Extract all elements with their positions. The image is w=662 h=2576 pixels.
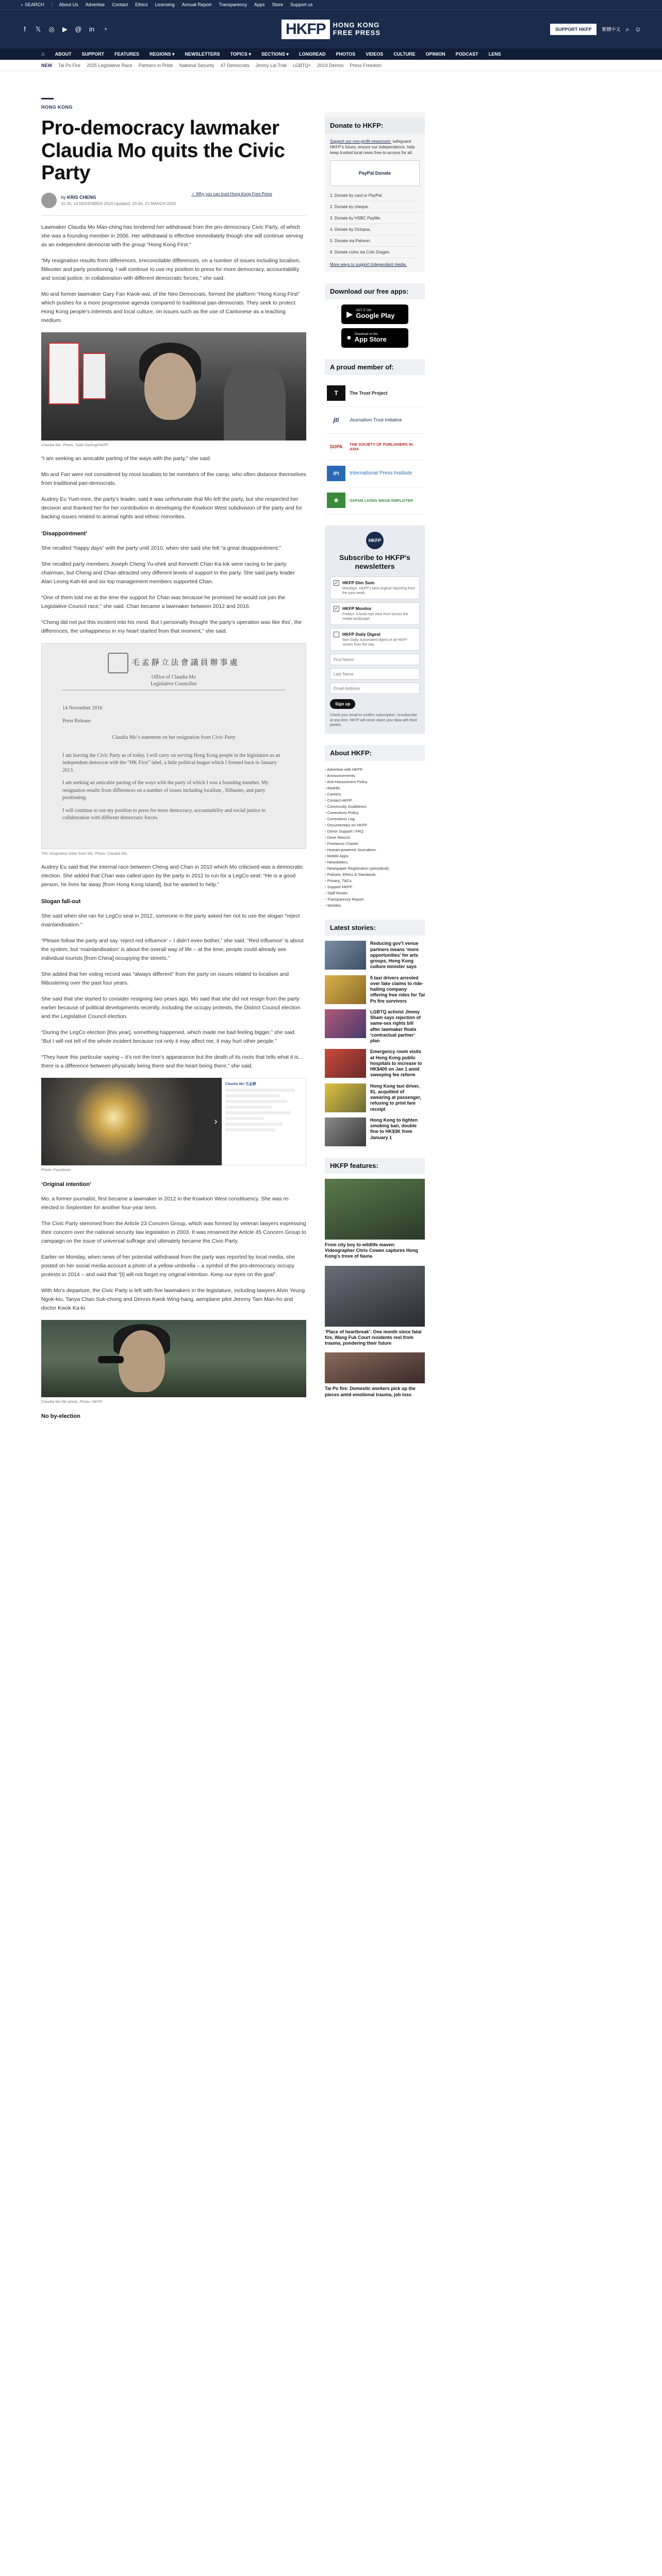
- about-link[interactable]: • Staff Roster.: [325, 890, 425, 896]
- latest-story[interactable]: 5 taxi drivers arrested over fake claims to ride-hailing company offering free rides for Tai Po fire survivors: [325, 975, 425, 1004]
- photo-face: [144, 353, 196, 420]
- paragraph: Mo and former lawmaker Gary Fan Kwok-wai, of the Neo Democrats, formed the platform “Hong Kong First” which pushes for a more progressive agenda compared to traditional pan-democrats. They seek to protect Hong Kong people’s interests and local culture, on issues such as the use of Cantonese as a teaching medium.: [41, 291, 300, 324]
- article-category[interactable]: HONG KONG: [41, 105, 73, 110]
- nav-item-photos[interactable]: PHOTOS: [336, 52, 356, 57]
- twitter-icon[interactable]: 𝕏: [35, 25, 41, 33]
- topbar-link-ethics[interactable]: Ethics: [135, 2, 148, 7]
- check-icon: ✓: [191, 192, 196, 197]
- linkedin-icon[interactable]: in: [89, 25, 95, 33]
- about-link[interactable]: • Awards.: [325, 785, 425, 791]
- divider: [41, 215, 306, 216]
- paragraph: “Please follow the party and say ‘reject red influence’ – I didn’t even bother,” she said. “Red influence’ is about the system, but ‘mainlandisation’ is about the overall way of life – at the time, people could already see individual tourists [from China] occupying the streets.”: [41, 938, 304, 962]
- rss-icon[interactable]: ◔: [103, 25, 107, 33]
- logo-mark: HKFP: [282, 20, 330, 39]
- latest-story[interactable]: Hong Kong taxi driver, 81, acquitted of swearing at passenger, refusing to print fare receipt: [325, 1083, 425, 1112]
- paragraph: She said that she started to consider resigning two years ago. Mo said that she did not resign from the party earlier because of political developments recently, including the occupy protests, the District Council election and the Legislative Council election.: [41, 996, 301, 1020]
- facebook-post-panel: [222, 1078, 306, 1165]
- nav-item-podcast[interactable]: PODCAST: [455, 52, 478, 57]
- paragraph: Audrey Eu said that the internal race between Cheng and Chan in 2010 which Mo criticised was a democratic election. She added that Chan was called upon by the party in 2012 to run for a LegCo seat: “He is a good person, he lives far away [from Hong Kong Island], but he wanted to help.”: [41, 864, 303, 888]
- paragraph: Lawmaker Claudia Mo Man-ching has tendered her withdrawal from the pro-democracy Civic Party, of which she was a founding member in 2006. Her withdrawal is effective immediately though she will continue serving as an independent democrat with the group “Hong Kong First.”: [41, 224, 303, 248]
- article-dates: 15:30, 14 NOVEMBER 2016 Updated: 20:44, 21 MARCH 2020: [61, 201, 176, 207]
- letter-date: 14 November 2016: [62, 705, 103, 711]
- claudia-mo-photo[interactable]: [41, 332, 306, 440]
- features-widget: [325, 1158, 425, 1398]
- article: [41, 71, 306, 1427]
- photo-person: [224, 363, 286, 440]
- trending-item[interactable]: 2025 Legislative Race: [87, 62, 133, 68]
- protest-sign: [82, 353, 106, 399]
- about-link[interactable]: • Mobile Apps.: [325, 853, 425, 859]
- language-switch[interactable]: 繁體中文: [602, 27, 621, 32]
- trending-item[interactable]: 2019 Demos: [317, 62, 344, 68]
- newsletter-note: Check your email to confirm subscription. Unsubscribe at any time. HKFP will never share your data with third parties.: [330, 714, 417, 727]
- about-link[interactable]: • Human-powered Journalism.: [325, 846, 425, 853]
- feature-story[interactable]: ‘Place of heartbreak’: One month since fatal fire, Wang Fuk Court residents reel from trauma, pondering their future: [325, 1266, 425, 1347]
- photo-caption: Photo: Facebook.: [41, 1167, 72, 1173]
- latest-story[interactable]: LGBTQ activist Jimmy Sham says rejection of same-sex rights bill after lawmaker floats ‘contractual partner’ plan: [325, 1009, 425, 1044]
- author-line: by KRIS CHENG: [61, 195, 96, 200]
- apps-widget: [325, 283, 425, 348]
- about-link[interactable]: • Contact HKFP.: [325, 797, 425, 803]
- newsletter-widget: [325, 526, 425, 734]
- search-icon[interactable]: ⌕: [625, 25, 630, 33]
- microphone: [98, 1356, 124, 1363]
- paragraph: Audrey Eu Yuet-mee, the party’s leader, said it was unfortunate that Mo left the party, but she respected her decision and thanked her for her contribution in developing the Kowloon West subdivision of the party and for backing issues related to animal rights and ethnic minorities.: [41, 496, 302, 520]
- lamp-photo: [41, 1078, 222, 1165]
- paragraph: “Cheng did not put this incident into his mind. But I personally thought ‘the party’s operation was like this’, the differences, the unhappiness in my heart started from that moment,” she said.: [41, 619, 302, 635]
- donate-intro-link[interactable]: Support our non-profit newsroom:: [330, 139, 392, 144]
- sign-up-button[interactable]: Sign up: [330, 699, 355, 709]
- trending-item[interactable]: National Security: [179, 62, 214, 68]
- social-links: [21, 25, 109, 33]
- nav-item-topics[interactable]: TOPICS ▾: [230, 51, 251, 57]
- photo-caption: Claudia Mo. Photo: Todd Darling/HKFP.: [41, 443, 109, 448]
- support-hkfp-button[interactable]: SUPPORT HKFP: [550, 24, 597, 35]
- paragraph: “I am seeking an amicable parting of the ways with the party,” she said.: [41, 455, 211, 462]
- about-link[interactable]: • Donor Support / FAQ.: [325, 828, 425, 834]
- about-link[interactable]: • Freelance Charter.: [325, 840, 425, 846]
- threads-icon[interactable]: @: [75, 25, 82, 33]
- post-text-line: [225, 1106, 272, 1109]
- donate-intro: Support our non-profit newsroom: safeguard HKFP’s future, ensure our independence, help keep trusted local news free-to-access for all.: [330, 139, 415, 156]
- latest-story[interactable]: Reducing gov’t venue partners means ‘more opportunities’ for arts groups, Hong Kong culture minister says: [325, 941, 425, 970]
- about-link[interactable]: • Dove Mascot.: [325, 834, 425, 840]
- hkfp-badge: HKFP: [366, 532, 384, 549]
- story-thumbnail: [325, 1049, 366, 1078]
- youtube-icon[interactable]: ▶: [62, 25, 68, 33]
- topbar-link-apps[interactable]: Apps: [254, 2, 265, 7]
- letter-release: Press Release: [62, 718, 91, 724]
- donate-option[interactable]: 6. Donate coins via Coin Dragon.: [330, 247, 420, 258]
- member-sopa[interactable]: SOPA THE SOCIETY OF PUBLISHERS IN ASIA: [325, 434, 425, 461]
- apps-title: Download our free apps:: [325, 283, 425, 299]
- post-text-line: [225, 1094, 279, 1097]
- letter-subject: Claudia Mo’s statement on her resignation from Civic Party: [112, 735, 236, 741]
- donate-option[interactable]: 4. Donate by Octopus.: [330, 224, 420, 235]
- about-link[interactable]: • Careers.: [325, 791, 425, 797]
- trending-bar: [0, 60, 662, 71]
- about-link[interactable]: • Corrections Policy.: [325, 809, 425, 816]
- trending-item[interactable]: Tai Po Fire: [58, 62, 81, 68]
- trending-item[interactable]: LGBTQ+: [292, 62, 311, 68]
- author-avatar: [41, 193, 57, 208]
- feature-story[interactable]: From city boy to wildlife maven: Videographer Chris Cowen captures Hong Kong’s trove of fauna: [325, 1179, 425, 1260]
- trust-project-logo: T: [327, 385, 345, 401]
- site-logo[interactable]: [282, 20, 380, 39]
- office-seal: [108, 653, 128, 673]
- paypal-donate-button[interactable]: PayPal Donate: [330, 160, 420, 186]
- paragraph: Mo, a former journalist, first became a lawmaker in 2012 in the Kowloon West constituency. She was re-elected in September for another four-year term.: [41, 1196, 290, 1211]
- donate-option[interactable]: 2. Donate by cheque.: [330, 201, 420, 213]
- donate-title: Donate to HKFP:: [325, 117, 425, 133]
- subheading: ‘Disappointment’: [41, 531, 88, 537]
- features-title: HKFP features:: [325, 1158, 425, 1174]
- figure-resignation-letter: [41, 643, 306, 856]
- content-area: [21, 71, 641, 2576]
- about-link[interactable]: • Newsletters.: [325, 859, 425, 865]
- paragraph: Mo and Fan were not considered by most localists to be members of the camp, who often distance themselves from traditional pan-democrats.: [41, 471, 306, 487]
- checkbox-checked[interactable]: ✓: [334, 605, 339, 611]
- feature-story[interactable]: Tai Po fire: Domestic workers pick up the pieces amid emotional trauma, job loss: [325, 1352, 425, 1398]
- paragraph: “They have this particular saying – it’s not the tree’s appearance but the death of its roots that tells what it is… there is a difference between physically being there and the heart being there,” she said.: [41, 1054, 304, 1070]
- story-thumbnail: [325, 1009, 366, 1038]
- letter-body: I am seeking an amicable parting of the ways with the party of which I was a founding member. My resignation results from differences on a number of issues including localism , filibuster, and party positioning.: [62, 780, 269, 801]
- newsletter-option[interactable]: ✓ HKFP Monitor Fridays. A birds-eye view from across the media landscape.: [330, 602, 420, 625]
- chevron-right-icon[interactable]: ›: [214, 1116, 218, 1127]
- story-thumbnail: [325, 975, 366, 1004]
- post-text-line: [225, 1128, 276, 1131]
- post-text-line: [225, 1089, 295, 1092]
- paragraph: “During the LegCo election [this year], something happened, which made me bad feeling bigger,” she said. “But I will not tell of the whole incident because not only it may affect me, it may hurt other people.”: [41, 1029, 296, 1045]
- subheading: ‘Original intention’: [41, 1181, 92, 1188]
- trending-item[interactable]: 47 Democrats: [220, 62, 250, 68]
- post-text-line: [225, 1111, 291, 1114]
- subheading: No by-election: [41, 1413, 80, 1420]
- subheading: Slogan fall-out: [41, 899, 81, 905]
- oxfam-logo: ★: [327, 493, 345, 508]
- donate-widget: [325, 112, 425, 272]
- story-thumbnail: [325, 1083, 366, 1112]
- protest-sign: [48, 343, 79, 404]
- email-field[interactable]: [330, 683, 420, 694]
- figure-claudia-mo-file: [41, 1320, 306, 1404]
- facebook-embed[interactable]: [41, 1078, 306, 1165]
- post-text-line: [225, 1123, 284, 1126]
- about-link[interactable]: • Wishlist.: [325, 902, 425, 908]
- letterhead-chinese: 毛孟靜立法會議員辦事處: [62, 653, 285, 673]
- letter-body: I am leaving the Civic Party as of today. I will carry on serving Hong Kong people in the legislature as an independent democrat with the “HK First” label, a little political league which I formed back in January 2013.: [62, 752, 280, 773]
- facebook-icon[interactable]: f: [24, 25, 26, 33]
- search-icon: ⌕: [21, 2, 24, 7]
- logo-wordmark: HONG KONG FREE PRESS: [333, 21, 381, 37]
- nav-item-support[interactable]: SUPPORT: [81, 52, 105, 57]
- donate-option[interactable]: 5. Donate via Patreon.: [330, 235, 420, 247]
- header-actions: [550, 24, 641, 35]
- apple-icon: ●: [346, 333, 352, 342]
- about-link[interactable]: • Anti-Harassment Policy.: [325, 778, 425, 785]
- story-thumbnail: [325, 1117, 366, 1146]
- about-link[interactable]: • Announcements.: [325, 772, 425, 778]
- home-icon[interactable]: ⌂: [41, 51, 45, 57]
- paragraph: The Civic Party stemmed from the Article 23 Concern Group, which was formed by veteran lawyers expressing their concern over the national security law legislation in 2003. It was renamed the Article 45 Concern Group to campaign on the issue of universal suffrage and ultimately became the Civic Party.: [41, 1221, 306, 1245]
- about-link[interactable]: • Policies, Ethics & Standards.: [325, 871, 425, 877]
- trending-item[interactable]: Jimmy Lai Trial: [255, 62, 287, 68]
- photo-caption: The resignation letter from Mo. Photo: Claudia Mo.: [41, 851, 128, 856]
- nav-item-opinion[interactable]: OPINION: [425, 52, 445, 57]
- paragraph: “My resignation results from differences, irreconcilable differences, on a number of issues including localism, filibuster and party positioning. I will continue to use my position to press for more democracy, accountability and social justice, in collaboration with different democratic forces,” she said.: [41, 258, 301, 282]
- about-link[interactable]: • Support HKFP.: [325, 884, 425, 890]
- photo-caption: Claudia Mo file photo. Photo: HKFP.: [41, 1399, 103, 1404]
- about-link[interactable]: • Newspaper Registration (periodical).: [325, 865, 425, 871]
- newsletter-option[interactable]: HKFP Daily Digest 9am Daily. Automated digest of all HKFP stories from the day.: [330, 628, 420, 651]
- newsletter-title: Subscribe to HKFP’s newsletters: [339, 553, 410, 571]
- nav-item-features[interactable]: FEATURES: [114, 52, 140, 57]
- trending-item[interactable]: Partners in Pride: [138, 62, 173, 68]
- nav-item-about[interactable]: ABOUT: [55, 52, 72, 57]
- latest-stories-widget: [325, 920, 425, 1146]
- google-play-button[interactable]: ▶ GET IT ON Google Play: [341, 304, 408, 324]
- nav-item-videos[interactable]: VIDEOS: [366, 52, 384, 57]
- feature-image: [325, 1266, 425, 1327]
- topbar-link-store[interactable]: Store: [272, 2, 283, 7]
- nav-item-newsletters[interactable]: NEWSLETTERS: [185, 52, 220, 57]
- story-thumbnail: [325, 941, 366, 970]
- about-link[interactable]: • Community Guidelines.: [325, 803, 425, 809]
- kicker-line: [41, 98, 54, 99]
- about-widget: [325, 745, 425, 908]
- google-play-icon: ▶: [346, 310, 353, 319]
- trending-item[interactable]: Press Freedom: [350, 62, 382, 68]
- paragraph: “One of them told me at the time the support for Chan was because he promised he would not join the Legislative Council race,” she said. Chan became a lawmaker between 2012 and 2016.: [41, 595, 286, 610]
- about-link[interactable]: • Advertise with HKFP.: [325, 766, 425, 772]
- membership-title: A proud member of:: [325, 359, 425, 375]
- membership-widget: [325, 359, 425, 514]
- nav-item-longread[interactable]: LONGREAD: [299, 52, 326, 57]
- nav-item-sections[interactable]: SECTIONS ▾: [261, 51, 289, 57]
- letterhead-english: Legislative Councillor: [151, 681, 197, 687]
- more-ways-link[interactable]: More ways to support independent media.: [330, 262, 407, 267]
- topbar-link-about[interactable]: About Us: [59, 2, 78, 7]
- figure-facebook-post: [41, 1078, 306, 1172]
- trending-label: NEW: [41, 62, 52, 68]
- post-text-line: [225, 1117, 264, 1120]
- sidebar: [325, 71, 425, 1404]
- donate-option[interactable]: 3. Donate by HSBC PayMe.: [330, 213, 420, 224]
- nav-item-culture[interactable]: CULTURE: [393, 52, 416, 57]
- article-title: Pro-democracy lawmaker Claudia Mo quits the Civic Party: [41, 117, 285, 184]
- newsletter-option[interactable]: ✓ HKFP Dim Sum Mondays. HKFP’s best original reporting from the past week.: [330, 577, 420, 599]
- about-link[interactable]: • Documentary on HKFP.: [325, 822, 425, 828]
- member-ipi[interactable]: IPI International Press Institute: [325, 461, 425, 487]
- author-link[interactable]: KRIS CHENG: [67, 195, 96, 200]
- last-name-field[interactable]: [330, 668, 420, 680]
- nav-item-lens[interactable]: LENS: [488, 52, 501, 57]
- user-icon[interactable]: ☺: [634, 25, 641, 33]
- search-link[interactable]: ⌕ SEARCH: [21, 2, 44, 7]
- feature-image: [325, 1179, 425, 1240]
- trust-link[interactable]: ✓ Why you can trust Hong Kong Free Press: [191, 192, 272, 197]
- topbar-link-support[interactable]: Support us: [290, 2, 313, 7]
- nav-item-regions[interactable]: REGIONS ▾: [150, 51, 175, 57]
- byline: [41, 193, 176, 208]
- about-title: About HKFP:: [325, 745, 425, 761]
- paragraph: She added that her voting record was “always different” from the party on issues related to localism and filibustering over the past four years.: [41, 971, 289, 987]
- facebook-account-name[interactable]: Claudia Mo 毛孟靜: [225, 1082, 256, 1087]
- figure-claudia-mo: [41, 332, 306, 447]
- paragraph: Earlier on Monday, when news of her potential withdrawal from the party was reported by local media, she posted on her social media account a photo of a yellow umbrella – a symbol of the pro-democracy occupy protests in 2014 – and said that “[I] will not forget my original intention. Keep our eyes on the goal”.: [41, 1254, 295, 1278]
- photo-face: [119, 1330, 165, 1392]
- paragraph: She recalled party members Joseph Cheng Yu-shek and Kenneth Chan Ka-lok were racing to be party chairman, but Cheng and Chan attracted very different levels of support in the party. She said party leader Alan Leong Kah-kit and six top management members supported Chan.: [41, 561, 295, 585]
- feature-image: [325, 1352, 425, 1383]
- about-list: [325, 766, 425, 908]
- letterhead-english: Office of Claudia Mo: [151, 674, 196, 681]
- top-utility-bar: [0, 0, 662, 9]
- member-trust-project[interactable]: T The Trust Project: [325, 380, 425, 407]
- first-name-field[interactable]: [330, 654, 420, 665]
- app-store-button[interactable]: ● Download on the App Store: [341, 328, 408, 348]
- paragraph: She said when she ran for LegCo seat in 2012, someone in the party asked her not to use the slogan “reject mainlandisation.”: [41, 913, 300, 928]
- letter-body: I will continue to use my position to press for more democracy, accountability and social justice in collaboration with different democratic forces.: [62, 807, 266, 821]
- ipi-logo: IPI: [327, 466, 345, 481]
- claudia-mo-file-photo[interactable]: [41, 1320, 306, 1397]
- latest-story[interactable]: Emergency room visits at Hong Kong public hospitals to increase to HK$400 on Jan 1 amid sweeping fee reform: [325, 1049, 425, 1078]
- topbar-link-annual-report[interactable]: Annual Report: [181, 2, 212, 7]
- jti-logo: jti: [333, 416, 339, 424]
- instagram-icon[interactable]: ◎: [48, 25, 55, 33]
- paragraph: She recalled “happy days” with the party until 2010, when she said she felt “a great disappointment.”: [41, 545, 282, 552]
- checkbox-unchecked[interactable]: [334, 632, 339, 637]
- post-text-line: [225, 1100, 287, 1103]
- donate-option[interactable]: 1. Donate by card or PayPal.: [330, 190, 420, 201]
- topbar-link-licensing[interactable]: Licensing: [155, 2, 175, 7]
- member-jti[interactable]: jti Journalism Trust Initiative: [325, 407, 425, 434]
- member-oxfam[interactable]: ★ OXFAM LIVING WAGE EMPLOYER: [325, 487, 425, 514]
- resignation-letter-photo[interactable]: [41, 643, 306, 849]
- topbar-link-advertise[interactable]: Advertise: [85, 2, 105, 7]
- topbar-link-contact[interactable]: Contact: [112, 2, 128, 7]
- latest-story[interactable]: Hong Kong to tighten smoking ban, double fine to HK$3K from January 1: [325, 1117, 425, 1146]
- site-header: [0, 9, 662, 48]
- sopa-logo: SOPA: [329, 444, 343, 450]
- about-link[interactable]: • Privacy, T&Cs.: [325, 877, 425, 884]
- about-link[interactable]: • Corrections Log.: [325, 816, 425, 822]
- checkbox-checked[interactable]: ✓: [334, 580, 339, 585]
- main-nav: [0, 48, 662, 60]
- topbar-link-transparency[interactable]: Transparency: [219, 2, 247, 7]
- about-link[interactable]: • Transparency Report.: [325, 896, 425, 902]
- latest-title: Latest stories:: [325, 920, 425, 936]
- paragraph: With Mo’s departure, the Civic Party is left with five lawmakers in the legislature, including lawyers Alvin Yeung Ngok-kiu, Tanya Chan Suk-chong and Dennis Kwok Wing-hang, aeroplane pilot Jeremy Tam Man-ho and doctor Kwok Ka-ki.: [41, 1287, 305, 1312]
